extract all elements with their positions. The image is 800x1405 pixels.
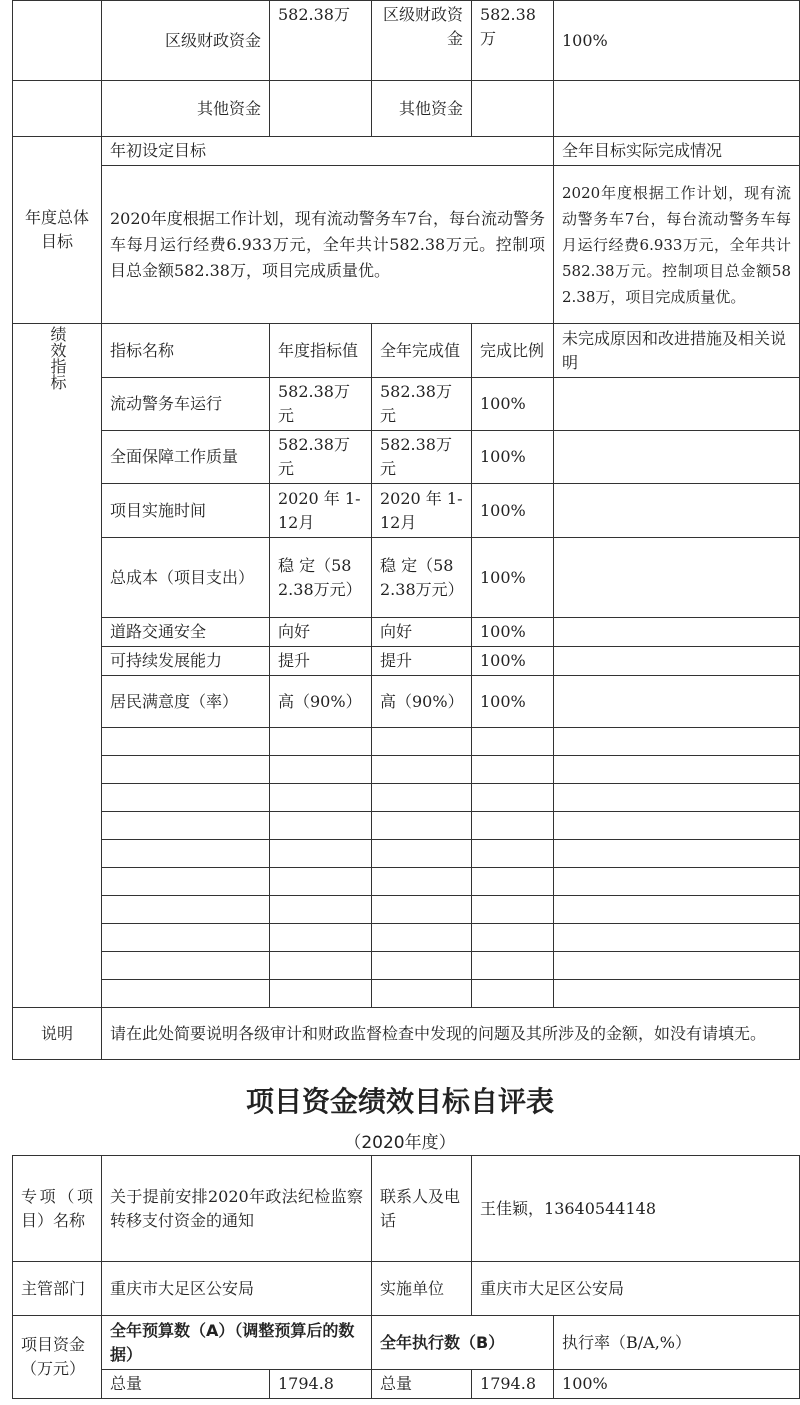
rate-header: 执行率（B/A,%） bbox=[554, 1316, 800, 1370]
indicator-notes bbox=[554, 538, 800, 618]
indicator-actual: 2020 年 1-12月 bbox=[372, 484, 472, 538]
indicator-ratio: 100% bbox=[472, 618, 554, 647]
table-row bbox=[13, 647, 800, 676]
indicator-target: 提升 bbox=[270, 647, 372, 676]
annual-goal-header-row bbox=[13, 137, 800, 166]
blank-cell bbox=[13, 81, 102, 137]
annual-goal-set-header: 年初设定目标 bbox=[102, 137, 554, 166]
other-funds-rate bbox=[554, 81, 800, 137]
district-funds-label: 区级财政资金 bbox=[102, 1, 270, 81]
district-funds-rate: 100% bbox=[554, 1, 800, 81]
indicator-name: 全面保障工作质量 bbox=[102, 431, 270, 484]
other-funds-row bbox=[13, 81, 800, 137]
table-row bbox=[13, 431, 800, 484]
indicator-name: 流动警务车运行 bbox=[102, 378, 270, 431]
indicator-name: 项目实施时间 bbox=[102, 484, 270, 538]
form-title: 项目资金绩效目标自评表 bbox=[245, 1085, 554, 1118]
total-exec-label: 总量 bbox=[372, 1370, 472, 1399]
other-funds-budget bbox=[270, 81, 372, 137]
indicator-header-ratio: 完成比例 bbox=[472, 324, 554, 378]
district-funds-executed: 582.38万 bbox=[472, 1, 554, 81]
project-name: 关于提前安排2020年政法纪检监察转移支付资金的通知 bbox=[102, 1156, 372, 1262]
indicator-header-target: 年度指标值 bbox=[270, 324, 372, 378]
budget-header: 全年预算数（A）（调整预算后的数据） bbox=[102, 1316, 372, 1370]
indicator-notes bbox=[554, 647, 800, 676]
impl-value: 重庆市大足区公安局 bbox=[472, 1262, 800, 1316]
indicator-notes bbox=[554, 431, 800, 484]
funds-label: 项目资金（万元） bbox=[13, 1316, 102, 1399]
contact-value: 王佳颖，13640544148 bbox=[472, 1156, 800, 1262]
indicator-target: 582.38万元 bbox=[270, 431, 372, 484]
indicator-header-actual: 全年完成值 bbox=[372, 324, 472, 378]
indicator-header-row bbox=[13, 324, 800, 378]
indicator-name: 居民满意度（率） bbox=[102, 676, 270, 728]
other-funds-label: 其他资金 bbox=[102, 81, 270, 137]
total-row bbox=[13, 1370, 800, 1399]
project-name-row bbox=[13, 1156, 800, 1262]
empty-row bbox=[13, 980, 800, 1008]
annual-goal-text-row bbox=[13, 166, 800, 324]
annual-goal-actual-header: 全年目标实际完成情况 bbox=[554, 137, 800, 166]
indicator-notes bbox=[554, 676, 800, 728]
total-label: 总量 bbox=[102, 1370, 270, 1399]
dept-row bbox=[13, 1262, 800, 1316]
table-row bbox=[13, 676, 800, 728]
project-name-label: 专项（项目）名称 bbox=[13, 1156, 102, 1262]
empty-row bbox=[13, 924, 800, 952]
indicator-actual: 582.38万元 bbox=[372, 378, 472, 431]
blank-cell bbox=[13, 1, 102, 81]
empty-row bbox=[13, 728, 800, 756]
total-budget: 1794.8 bbox=[270, 1370, 372, 1399]
executed-header: 全年执行数（B） bbox=[372, 1316, 554, 1370]
indicator-notes bbox=[554, 484, 800, 538]
indicator-ratio: 100% bbox=[472, 538, 554, 618]
indicator-name: 道路交通安全 bbox=[102, 618, 270, 647]
contact-label: 联系人及电话 bbox=[372, 1156, 472, 1262]
indicator-header-notes: 未完成原因和改进措施及相关说明 bbox=[554, 324, 800, 378]
note-text: 请在此处简要说明各级审计和财政监督检查中发现的问题及其所涉及的金额，如没有请填无。 bbox=[102, 1008, 800, 1060]
empty-row bbox=[13, 812, 800, 840]
indicator-ratio: 100% bbox=[472, 378, 554, 431]
district-funds-executed-label: 区级财政资金 bbox=[372, 1, 472, 81]
indicator-actual: 高（90%） bbox=[372, 676, 472, 728]
indicator-target: 向好 bbox=[270, 618, 372, 647]
project-funds-table bbox=[12, 1155, 800, 1399]
indicator-label-cell bbox=[13, 324, 102, 1008]
empty-row bbox=[13, 840, 800, 868]
impl-label: 实施单位 bbox=[372, 1262, 472, 1316]
total-rate: 100% bbox=[554, 1370, 800, 1399]
indicator-name: 总成本（项目支出） bbox=[102, 538, 270, 618]
indicator-ratio: 100% bbox=[472, 484, 554, 538]
indicator-target: 2020 年 1-12月 bbox=[270, 484, 372, 538]
annual-goal-actual-text: 2020年度根据工作计划，现有流动警务车7台，每台流动警务车每月运行经费6.933万元，全年共计582.38万元。控制项目总金额582.38万，项目完成质量优。 bbox=[554, 166, 800, 324]
performance-table bbox=[12, 0, 800, 1060]
district-funds-row bbox=[13, 1, 800, 81]
indicator-actual: 提升 bbox=[372, 647, 472, 676]
indicator-ratio: 100% bbox=[472, 431, 554, 484]
table-row bbox=[13, 538, 800, 618]
district-funds-budget: 582.38万 bbox=[270, 1, 372, 81]
empty-row bbox=[13, 784, 800, 812]
indicator-actual: 582.38万元 bbox=[372, 431, 472, 484]
indicator-label: 绩效指标 bbox=[48, 326, 67, 390]
annual-goal-label: 年度总体目标 bbox=[13, 137, 102, 324]
annual-goal-set-text: 2020年度根据工作计划，现有流动警务车7台，每台流动警务车每月运行经费6.933万元，全年共计582.38万元。控制项目总金额582.38万，项目完成质量优。 bbox=[102, 166, 554, 324]
funds-header-row bbox=[13, 1316, 800, 1370]
indicator-notes bbox=[554, 618, 800, 647]
other-funds-executed-label: 其他资金 bbox=[372, 81, 472, 137]
form-subtitle: （2020年度） bbox=[344, 1133, 456, 1153]
empty-row bbox=[13, 868, 800, 896]
indicator-actual: 向好 bbox=[372, 618, 472, 647]
table-row bbox=[13, 618, 800, 647]
empty-row bbox=[13, 896, 800, 924]
note-row bbox=[13, 1008, 800, 1060]
dept-label: 主管部门 bbox=[13, 1262, 102, 1316]
empty-row bbox=[13, 952, 800, 980]
table-row bbox=[13, 378, 800, 431]
dept-value: 重庆市大足区公安局 bbox=[102, 1262, 372, 1316]
note-label: 说明 bbox=[13, 1008, 102, 1060]
empty-row bbox=[13, 756, 800, 784]
indicator-name: 可持续发展能力 bbox=[102, 647, 270, 676]
other-funds-executed bbox=[472, 81, 554, 137]
indicator-target: 稳 定（582.38万元） bbox=[270, 538, 372, 618]
indicator-target: 高（90%） bbox=[270, 676, 372, 728]
indicator-target: 582.38万元 bbox=[270, 378, 372, 431]
indicator-actual: 稳 定（582.38万元） bbox=[372, 538, 472, 618]
indicator-notes bbox=[554, 378, 800, 431]
total-exec: 1794.8 bbox=[472, 1370, 554, 1399]
indicator-ratio: 100% bbox=[472, 676, 554, 728]
indicator-header-name: 指标名称 bbox=[102, 324, 270, 378]
table-row bbox=[13, 484, 800, 538]
indicator-ratio: 100% bbox=[472, 647, 554, 676]
